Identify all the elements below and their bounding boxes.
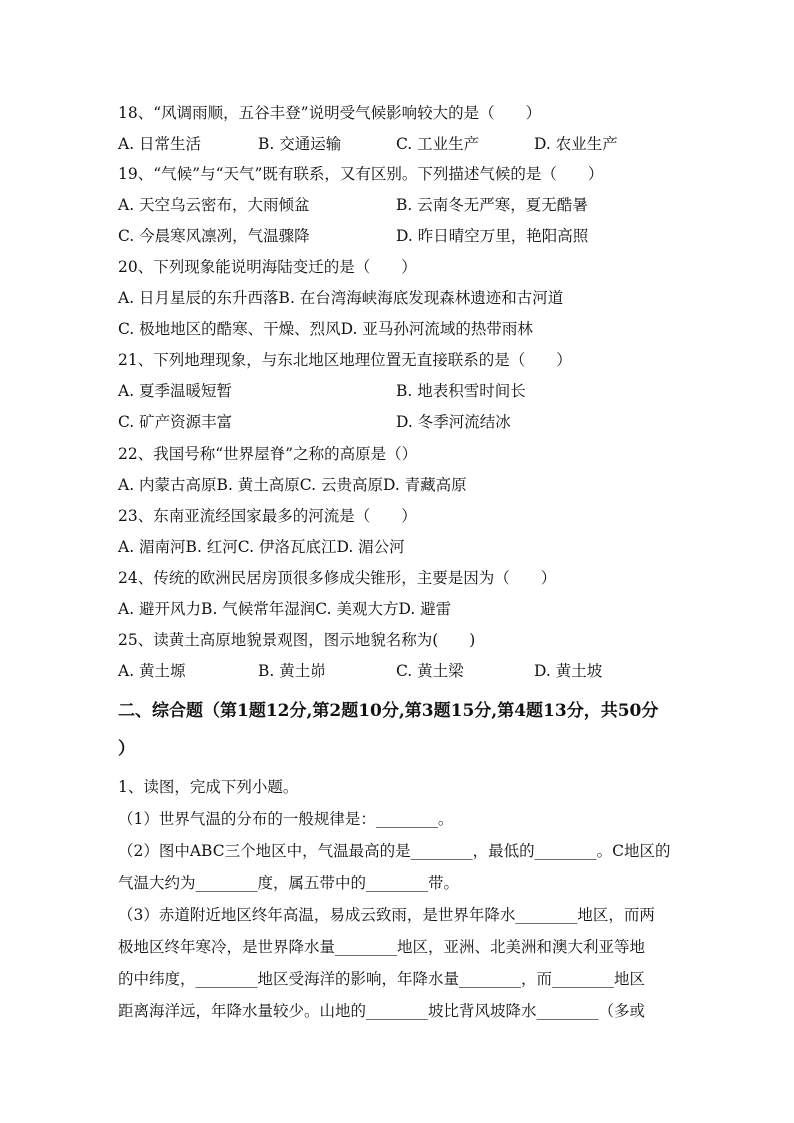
question-19-option-b: B. 云南冬无严寒，夏无酷暑 [396, 196, 588, 214]
question-25-option-a: A. 黄土塬 [118, 662, 186, 680]
question-18-option-b: B. 交通运输 [258, 135, 342, 153]
section-heading-continued: ） [118, 739, 135, 759]
comprehensive-question-1-part-3-line-1: （3）赤道附近地区终年高温，易成云致雨，是世界年降水________地区，而两 [118, 906, 655, 924]
section-heading: 二、综合题（第1题12分,第2题10分,第3题15分,第4题13分，共50分 [118, 701, 659, 721]
question-21-option-d: D. 冬季河流结冰 [396, 413, 511, 431]
question-19-option-d: D. 昨日晴空万里，艳阳高照 [396, 227, 589, 245]
question-19-stem: 19、“气候”与“天气”既有联系，又有区别。下列描述气候的是（ ） [118, 165, 604, 183]
question-22-options: A. 内蒙古高原B. 黄土高原C. 云贵高原D. 青藏高原 [118, 476, 467, 494]
question-23-stem: 23、东南亚流经国家最多的河流是（ ） [118, 507, 417, 525]
question-18-option-a: A. 日常生活 [118, 135, 202, 153]
comprehensive-question-1-title: 1、读图，完成下列小题。 [118, 778, 299, 796]
comprehensive-question-1-part-3-line-3: 的中纬度，________地区受海洋的影响，年降水量________，而________地区 [118, 970, 646, 988]
question-20-options-cd: C. 极地地区的酷寒、干燥、烈风D. 亚马孙河流域的热带雨林 [118, 320, 533, 338]
comprehensive-question-1-part-2-line-2: 气温大约为________度，属五带中的________带。 [118, 874, 460, 892]
question-19-option-c: C. 今晨寒风凛冽，气温骤降 [118, 227, 310, 245]
question-20-stem: 20、下列现象能说明海陆变迁的是（ ） [118, 258, 417, 276]
question-25-option-c: C. 黄土梁 [396, 662, 464, 680]
question-21-option-a: A. 夏季温暖短暂 [118, 382, 233, 400]
question-23-options: A. 湄南河B. 红河C. 伊洛瓦底江D. 湄公河 [118, 538, 405, 556]
question-22-stem: 22、我国号称“世界屋脊”之称的高原是（） [118, 445, 418, 463]
question-25-option-d: D. 黄土坡 [534, 662, 603, 680]
comprehensive-question-1-part-3-line-4: 距离海洋远，年降水量较少。山地的________坡比背风坡降水________（多或 [118, 1002, 646, 1020]
question-18-option-d: D. 农业生产 [534, 135, 618, 153]
question-21-option-c: C. 矿产资源丰富 [118, 413, 233, 431]
comprehensive-question-1-part-1: （1）世界气温的分布的一般规律是：________。 [118, 810, 454, 828]
question-25-option-b: B. 黄土峁 [258, 662, 326, 680]
question-25-stem: 25、读黄土高原地貌景观图，图示地貌名称为( ) [118, 631, 476, 649]
comprehensive-question-1-part-3-line-2: 极地区终年寒冷，是世界降水量________地区，亚洲、北美洲和澳大利亚等地 [118, 938, 646, 956]
comprehensive-question-1-part-2-line-1: （2）图中ABC三个地区中，气温最高的是________，最低的________。C地区的 [118, 842, 671, 860]
question-24-stem: 24、传统的欧洲民居房顶很多修成尖锥形，主要是因为（ ） [118, 569, 557, 587]
question-18-stem: 18、“风调雨顺，五谷丰登”说明受气候影响较大的是（ ） [118, 104, 542, 122]
question-19-option-a: A. 天空乌云密布，大雨倾盆 [118, 196, 310, 214]
question-21-option-b: B. 地表积雪时间长 [396, 382, 526, 400]
question-24-options: A. 避开风力B. 气候常年湿润C. 美观大方D. 避雷 [118, 600, 452, 618]
question-20-options-ab: A. 日月星辰的东升西落B. 在台湾海峡海底发现森林遗迹和古河道 [118, 289, 564, 307]
question-18-option-c: C. 工业生产 [396, 135, 480, 153]
question-21-stem: 21、下列地理现象，与东北地区地理位置无直接联系的是（ ） [118, 351, 572, 369]
